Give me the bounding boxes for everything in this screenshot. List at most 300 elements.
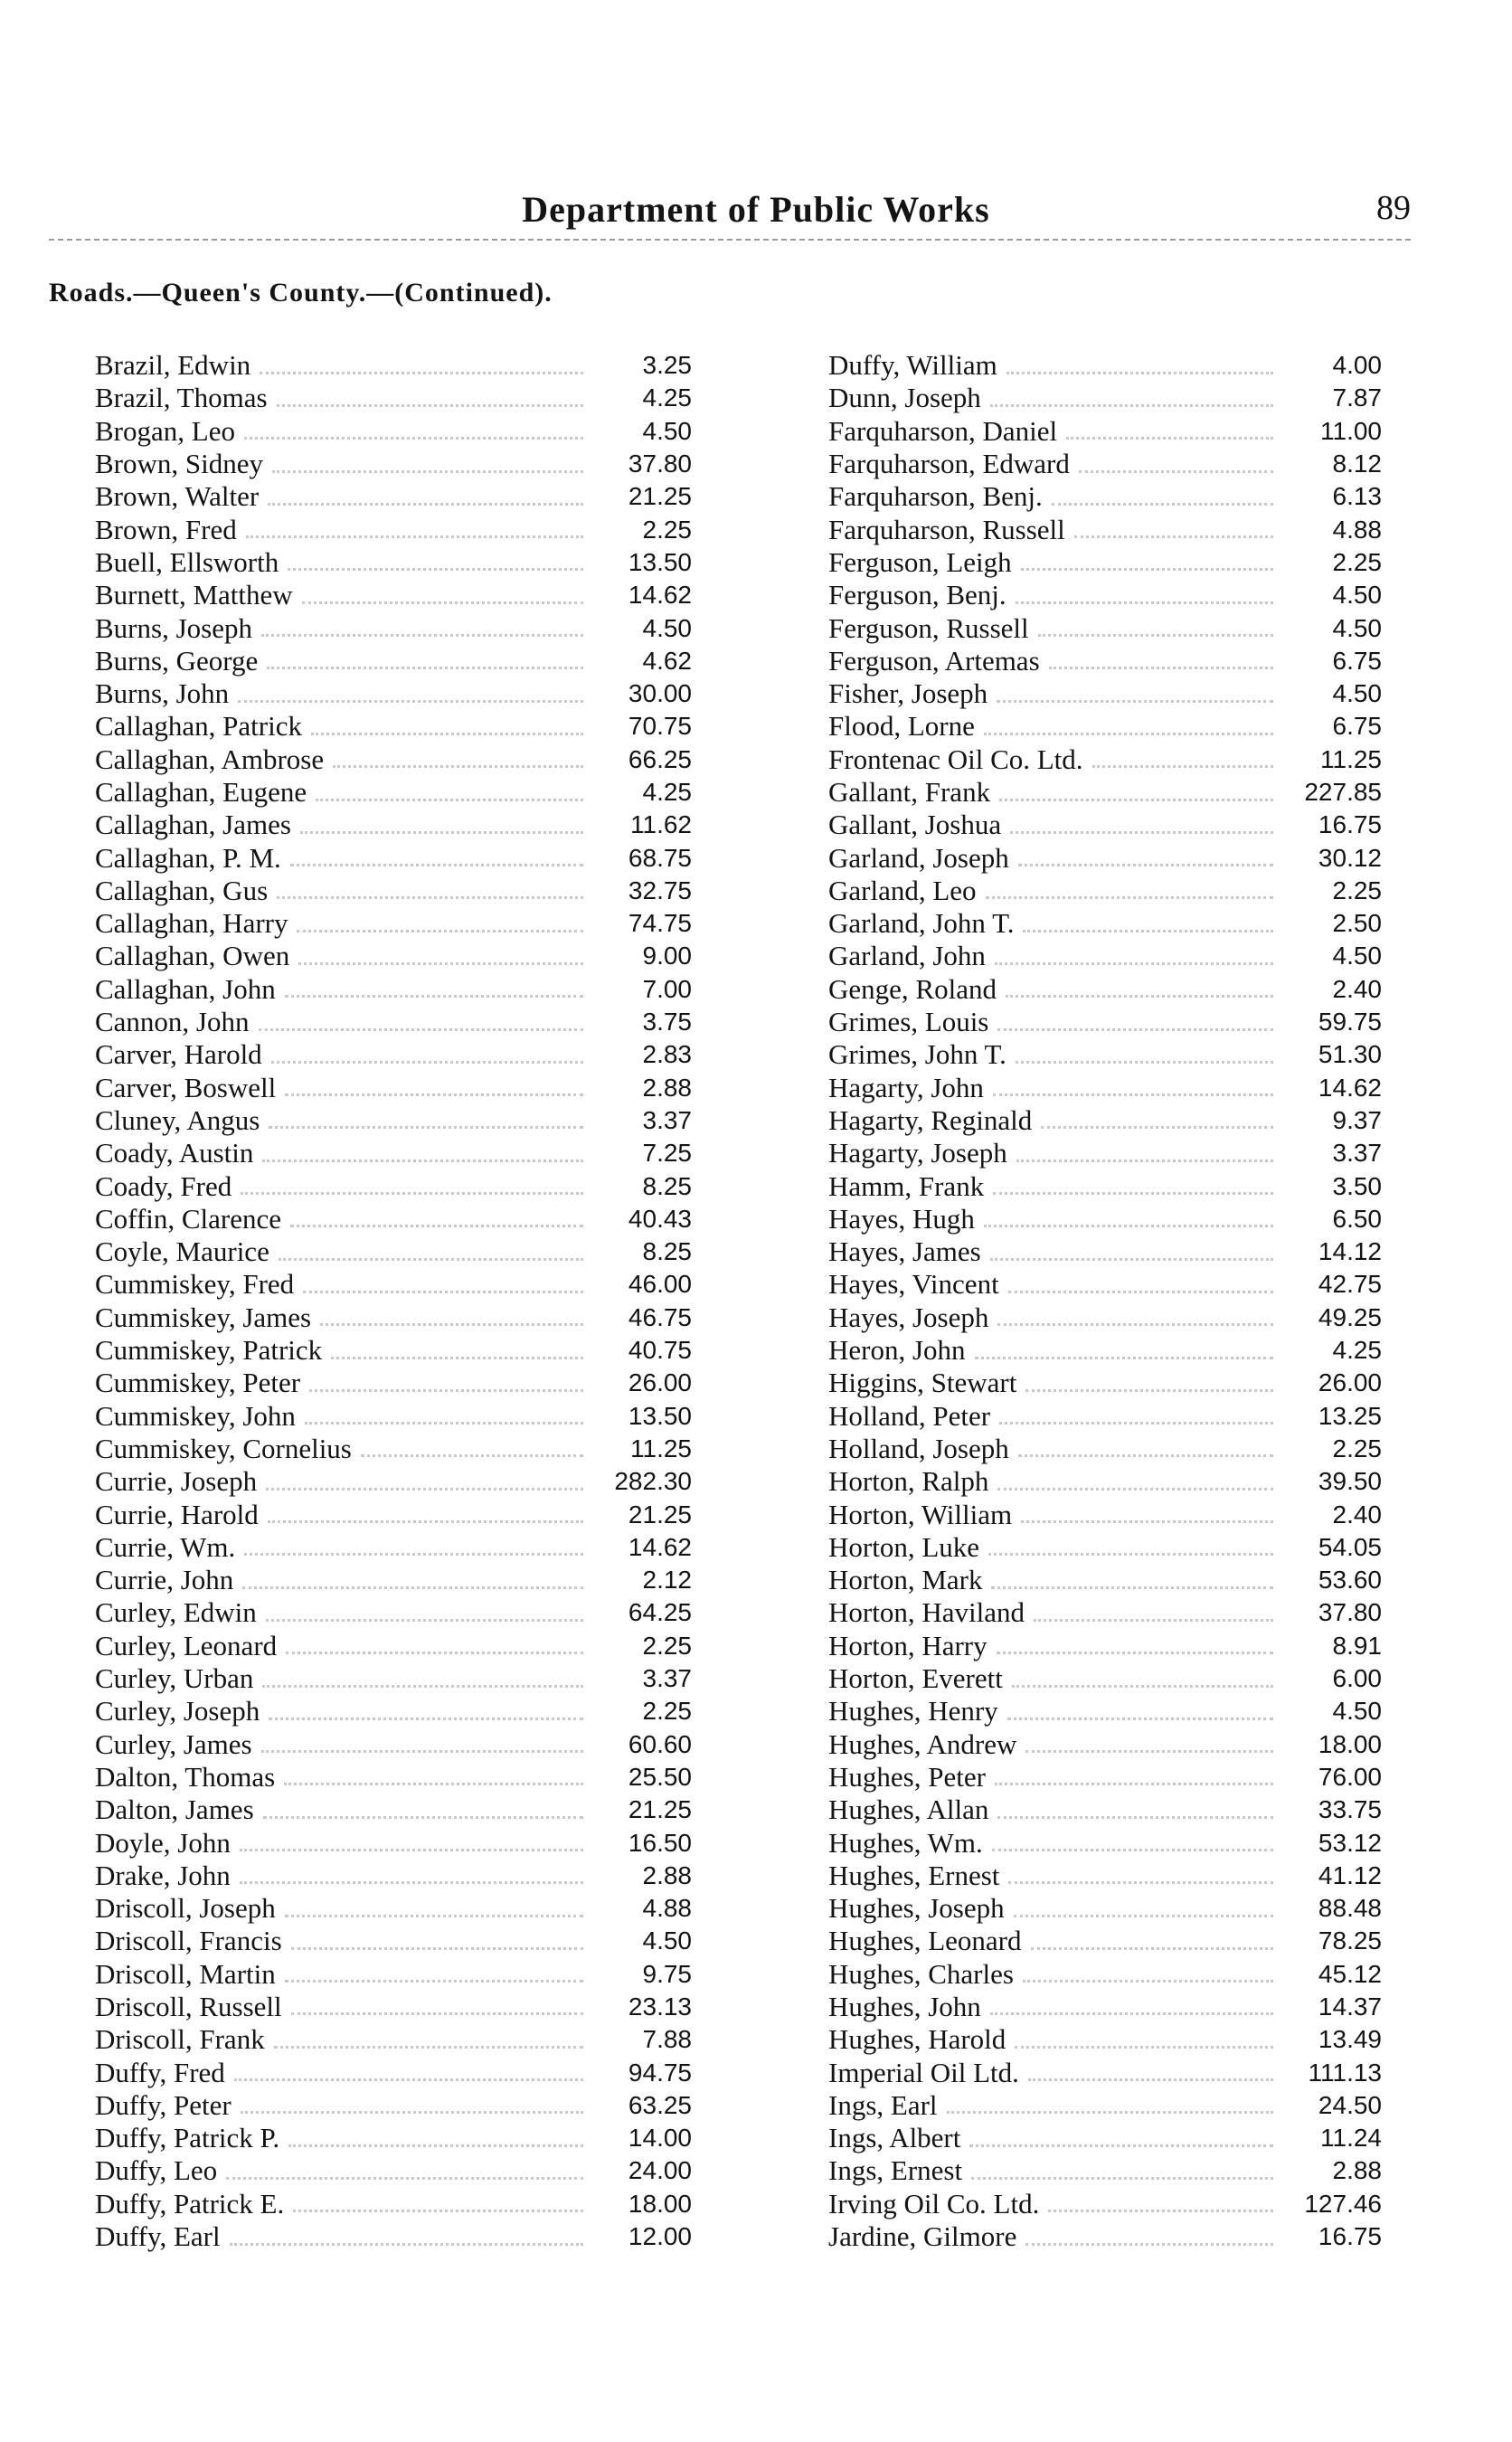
list-item <box>828 2154 1382 2187</box>
amount: 23.13 <box>628 1992 692 2021</box>
dot-leader <box>300 831 583 834</box>
amount: 66.25 <box>628 744 692 773</box>
payee-name: Callaghan, Harry <box>95 907 288 940</box>
dot-leader <box>279 1258 583 1261</box>
payee-name: Grimes, John T. <box>828 1038 1006 1071</box>
page-title: Department of Public Works <box>522 189 990 230</box>
amount: 45.12 <box>1318 1959 1382 1988</box>
list-item <box>828 1006 1382 1038</box>
payee-name: Hayes, Vincent <box>828 1268 999 1301</box>
list-item <box>828 382 1382 414</box>
payee-name: Curley, Leonard <box>95 1629 278 1661</box>
dot-leader <box>266 1488 583 1491</box>
amount: 11.00 <box>1320 416 1382 445</box>
payee-name: Cummiskey, John <box>95 1399 296 1432</box>
payee-name: Duffy, Fred <box>95 2056 225 2088</box>
list-item <box>95 1991 692 2023</box>
amount: 9.37 <box>1332 1105 1382 1134</box>
dot-leader <box>241 1192 583 1195</box>
payee-name: Curley, Urban <box>95 1662 254 1695</box>
dot-leader <box>1028 2078 1273 2081</box>
amount: 18.00 <box>1318 1729 1382 1758</box>
list-item <box>828 513 1382 545</box>
payee-name: Hagarty, Joseph <box>828 1137 1007 1169</box>
dot-leader <box>1021 568 1273 571</box>
list-item <box>95 546 692 579</box>
dot-leader <box>1025 1389 1273 1392</box>
dot-leader <box>285 995 583 998</box>
amount: 76.00 <box>1318 1762 1382 1791</box>
amount: 49.25 <box>1318 1302 1382 1331</box>
dot-leader <box>259 1028 584 1031</box>
amount: 13.49 <box>1318 2025 1382 2054</box>
payee-name: Brown, Walter <box>95 480 260 513</box>
list-item <box>828 448 1382 480</box>
dot-leader <box>1025 2243 1273 2246</box>
amount: 8.25 <box>642 1237 692 1266</box>
list-item <box>828 677 1382 710</box>
dot-leader <box>269 1126 583 1129</box>
list-item <box>828 1072 1382 1104</box>
list-item <box>828 1235 1382 1268</box>
list-item <box>828 415 1382 448</box>
list-item <box>95 809 692 841</box>
amount: 2.25 <box>642 1631 692 1660</box>
dot-leader <box>285 1915 583 1917</box>
payee-name: Farquharson, Edward <box>828 448 1070 480</box>
payee-name: Garland, Leo <box>828 874 977 906</box>
payee-name: Hughes, John <box>828 1990 981 2022</box>
payee-name: Duffy, Patrick E. <box>95 2187 285 2220</box>
dot-leader <box>242 1586 583 1589</box>
payee-name: Brazil, Edwin <box>95 349 251 382</box>
amount: 16.50 <box>628 1828 692 1857</box>
dot-leader <box>320 1323 583 1326</box>
amount: 68.75 <box>628 843 692 872</box>
dot-leader <box>1074 535 1273 538</box>
list-item <box>828 1268 1382 1301</box>
payee-name: Currie, Joseph <box>95 1465 258 1498</box>
amount: 40.75 <box>628 1336 692 1365</box>
list-item <box>95 480 692 513</box>
list-item <box>95 1695 692 1727</box>
payee-name: Callaghan, Ambrose <box>95 743 325 775</box>
amount: 30.12 <box>1318 843 1382 872</box>
payee-name: Jardine, Gilmore <box>828 2220 1017 2253</box>
list-item <box>95 1465 692 1498</box>
list-item <box>95 1235 692 1268</box>
list-item <box>95 2056 692 2088</box>
amount: 4.50 <box>1332 581 1382 610</box>
payee-name: Callaghan, Eugene <box>95 776 307 808</box>
list-item <box>828 875 1382 907</box>
payee-name: Curley, Edwin <box>95 1596 257 1629</box>
list-item <box>95 1892 692 1925</box>
payee-name: Callaghan, Owen <box>95 940 290 972</box>
dot-leader <box>993 1192 1273 1195</box>
amount: 4.25 <box>1332 1336 1382 1365</box>
dot-leader <box>1006 995 1273 998</box>
list-item <box>95 1104 692 1137</box>
amount: 6.00 <box>1332 1664 1382 1693</box>
amount: 37.80 <box>628 450 692 478</box>
payee-name: Dunn, Joseph <box>828 382 981 414</box>
list-item <box>95 1072 692 1104</box>
list-item <box>828 1662 1382 1695</box>
amount: 24.50 <box>1318 2090 1382 2119</box>
dot-leader <box>260 372 583 374</box>
dot-leader <box>1018 864 1273 866</box>
dot-leader <box>1014 1915 1273 1917</box>
list-item <box>828 480 1382 513</box>
list-item <box>828 1169 1382 1202</box>
amount: 13.50 <box>628 547 692 576</box>
amount: 3.37 <box>642 1664 692 1693</box>
dot-leader <box>975 1357 1273 1359</box>
amount: 60.60 <box>628 1729 692 1758</box>
dot-leader <box>316 799 583 801</box>
amount: 25.50 <box>628 1762 692 1791</box>
dot-leader <box>274 2046 583 2049</box>
payee-name: Horton, Haviland <box>828 1596 1025 1629</box>
dot-leader <box>1016 1061 1273 1064</box>
amount: 54.05 <box>1318 1532 1382 1561</box>
amount: 3.50 <box>1332 1171 1382 1200</box>
dot-leader <box>1023 930 1273 932</box>
payee-name: Curley, James <box>95 1727 252 1760</box>
payee-name: Cannon, John <box>95 1006 250 1038</box>
list-item <box>828 1104 1382 1137</box>
list-item <box>828 1564 1382 1596</box>
amount: 11.25 <box>1320 744 1382 773</box>
list-item <box>828 349 1382 382</box>
amount: 3.25 <box>642 351 692 380</box>
amount: 37.80 <box>1318 1598 1382 1627</box>
left-column <box>95 349 692 2253</box>
list-item <box>95 1727 692 1760</box>
amount: 74.75 <box>628 909 692 938</box>
amount: 2.50 <box>1332 909 1382 938</box>
payee-name: Hughes, Joseph <box>828 1892 1005 1925</box>
payee-name: Hughes, Wm. <box>828 1826 983 1859</box>
dot-leader <box>246 535 583 538</box>
payee-name: Irving Oil Co. Ltd. <box>828 2187 1040 2220</box>
dot-leader <box>1008 1881 1273 1884</box>
dot-leader <box>986 896 1273 899</box>
payee-name: Burnett, Matthew <box>95 579 293 611</box>
dot-leader <box>277 404 583 407</box>
dot-leader <box>272 470 583 473</box>
amount: 4.50 <box>642 416 692 445</box>
amount: 2.25 <box>642 515 692 544</box>
list-item <box>95 2154 692 2187</box>
amount: 4.62 <box>642 646 692 675</box>
payee-name: Duffy, Peter <box>95 2088 232 2121</box>
payee-name: Ings, Earl <box>828 2088 938 2121</box>
dot-leader <box>1048 2210 1273 2212</box>
amount: 46.00 <box>628 1270 692 1299</box>
dot-leader <box>288 2144 583 2147</box>
amount: 8.91 <box>1332 1631 1382 1660</box>
amount: 94.75 <box>628 2058 692 2087</box>
list-item <box>95 973 692 1006</box>
payee-name: Hayes, Joseph <box>828 1301 989 1333</box>
amount: 3.75 <box>642 1008 692 1036</box>
payee-name: Garland, John <box>828 940 986 972</box>
amount: 4.50 <box>1332 942 1382 970</box>
payee-name: Horton, Everett <box>828 1662 1003 1695</box>
amount: 8.25 <box>642 1171 692 1200</box>
dot-leader <box>1038 634 1273 637</box>
dot-leader <box>1021 1520 1273 1523</box>
amount: 32.75 <box>628 876 692 904</box>
amount: 46.75 <box>628 1302 692 1331</box>
list-item <box>828 1860 1382 1892</box>
dot-leader <box>305 1422 583 1424</box>
dot-leader <box>997 1652 1273 1654</box>
dot-leader <box>990 2012 1273 2015</box>
amount: 2.83 <box>642 1040 692 1069</box>
amount: 4.25 <box>642 383 692 412</box>
payee-name: Holland, Joseph <box>828 1432 1009 1464</box>
list-item <box>95 415 692 448</box>
payee-name: Currie, Harold <box>95 1498 259 1530</box>
amount: 40.43 <box>628 1204 692 1233</box>
amount: 13.25 <box>1318 1401 1382 1430</box>
dot-leader <box>303 1291 583 1293</box>
list-item <box>828 2089 1382 2122</box>
payee-name: Garland, John T. <box>828 907 1015 940</box>
payee-name: Curley, Joseph <box>95 1695 260 1727</box>
payee-name: Hamm, Frank <box>828 1169 985 1202</box>
section-heading: Roads.—Queen's County.—(Continued). <box>49 278 553 308</box>
payee-name: Horton, Ralph <box>828 1465 989 1498</box>
list-item <box>95 1564 692 1596</box>
list-item <box>828 1958 1382 1991</box>
amount: 63.25 <box>628 2090 692 2119</box>
dot-leader <box>993 1093 1273 1096</box>
list-item <box>828 809 1382 841</box>
payee-name: Horton, Mark <box>828 1564 983 1596</box>
list-item <box>95 2023 692 2056</box>
list-item <box>95 1038 692 1071</box>
amount: 227.85 <box>1304 778 1382 806</box>
payee-name: Currie, John <box>95 1564 234 1596</box>
list-item <box>828 2188 1382 2220</box>
amount: 282.30 <box>614 1467 692 1496</box>
payee-name: Dalton, James <box>95 1794 254 1826</box>
payee-name: Drake, John <box>95 1859 231 1891</box>
dot-leader <box>244 437 583 440</box>
dot-leader <box>309 1389 583 1392</box>
amount: 53.60 <box>1318 1566 1382 1595</box>
list-item <box>95 1596 692 1629</box>
dot-leader <box>995 962 1273 965</box>
list-item <box>95 1367 692 1399</box>
list-item <box>95 513 692 545</box>
amount: 14.00 <box>628 2124 692 2153</box>
payee-name: Cummiskey, Cornelius <box>95 1432 352 1464</box>
amount: 2.88 <box>642 1860 692 1889</box>
payee-name: Ferguson, Leigh <box>828 545 1012 578</box>
payee-name: Callaghan, Patrick <box>95 710 302 743</box>
list-item <box>95 2122 692 2154</box>
list-item <box>828 546 1382 579</box>
payee-name: Gallant, Joshua <box>828 809 1002 841</box>
dot-leader <box>244 1553 583 1556</box>
amount: 4.50 <box>1332 679 1382 708</box>
dot-leader <box>291 1947 583 1950</box>
dot-leader <box>1006 372 1273 374</box>
list-item <box>828 1794 1382 1826</box>
dot-leader <box>269 1718 583 1720</box>
list-item <box>95 1630 692 1662</box>
amount: 14.62 <box>1318 1073 1382 1102</box>
payee-name: Ferguson, Artemas <box>828 644 1040 677</box>
payee-name: Ings, Ernest <box>828 2154 963 2187</box>
payee-name: Cummiskey, Peter <box>95 1367 301 1399</box>
dot-leader <box>1015 2046 1273 2049</box>
list-item <box>95 1400 692 1433</box>
amount: 2.88 <box>1332 2156 1382 2185</box>
payee-name: Doyle, John <box>95 1826 231 1859</box>
payee-name: Farquharson, Daniel <box>828 414 1058 447</box>
list-item <box>95 611 692 644</box>
payee-name: Horton, William <box>828 1498 1013 1530</box>
list-item <box>95 1794 692 1826</box>
list-item <box>828 1892 1382 1925</box>
amount: 4.50 <box>642 613 692 642</box>
amount: 70.75 <box>628 712 692 741</box>
payee-name: Frontenac Oil Co. Ltd. <box>828 743 1083 775</box>
amount: 78.25 <box>1318 1926 1382 1955</box>
payee-name: Ferguson, Benj. <box>828 579 1006 611</box>
amount: 14.62 <box>628 581 692 610</box>
dot-leader <box>999 1422 1273 1424</box>
amount: 21.25 <box>628 1795 692 1824</box>
payee-name: Genge, Roland <box>828 972 997 1005</box>
amount: 24.00 <box>628 2156 692 2185</box>
dot-leader <box>263 1816 583 1819</box>
payee-name: Hughes, Harold <box>828 2023 1006 2056</box>
amount: 26.00 <box>628 1368 692 1397</box>
dot-leader <box>1025 1750 1273 1753</box>
list-item <box>828 1334 1382 1367</box>
amount: 14.37 <box>1318 1992 1382 2021</box>
payee-name: Heron, John <box>828 1334 966 1367</box>
dot-leader <box>995 1783 1273 1785</box>
list-item <box>95 2220 692 2253</box>
payee-name: Coady, Fred <box>95 1169 232 1202</box>
payee-name: Cummiskey, James <box>95 1301 312 1333</box>
payee-name: Farquharson, Benj. <box>828 480 1043 513</box>
payee-name: Hughes, Andrew <box>828 1727 1017 1760</box>
payee-name: Hughes, Leonard <box>828 1925 1022 1957</box>
dot-leader <box>1052 503 1273 506</box>
dot-leader <box>969 2144 1273 2147</box>
payee-name: Hughes, Peter <box>828 1760 986 1793</box>
list-item <box>95 382 692 414</box>
dot-leader <box>1012 1685 1273 1688</box>
list-item <box>95 1958 692 1991</box>
payee-name: Driscoll, Russell <box>95 1990 282 2022</box>
dot-leader <box>333 765 583 768</box>
dot-leader <box>1079 470 1273 473</box>
right-column <box>828 349 1382 2253</box>
dot-leader <box>268 1520 583 1523</box>
dot-leader <box>1034 1619 1273 1622</box>
payee-name: Gallant, Frank <box>828 776 991 808</box>
payee-name: Duffy, Earl <box>95 2220 221 2253</box>
dot-leader <box>1016 601 1273 604</box>
payee-name: Driscoll, Martin <box>95 1957 276 1990</box>
amount: 6.13 <box>1332 482 1382 511</box>
list-item <box>828 1203 1382 1235</box>
amount: 18.00 <box>628 2189 692 2218</box>
amount: 41.12 <box>1318 1860 1382 1889</box>
payee-name: Hayes, Hugh <box>828 1202 975 1235</box>
list-item <box>828 973 1382 1006</box>
amount: 14.12 <box>1318 1237 1382 1266</box>
payee-name: Hughes, Ernest <box>828 1859 1000 1891</box>
amount: 53.12 <box>1318 1828 1382 1857</box>
payee-name: Garland, Joseph <box>828 841 1009 874</box>
amount: 2.88 <box>642 1073 692 1102</box>
list-item <box>828 1433 1382 1465</box>
payee-name: Imperial Oil Ltd. <box>828 2056 1019 2088</box>
dot-leader <box>1041 1126 1273 1129</box>
amount: 4.00 <box>1332 351 1382 380</box>
list-item <box>828 2220 1382 2253</box>
payee-name: Ings, Albert <box>828 2122 961 2154</box>
list-item <box>95 907 692 940</box>
dot-leader <box>271 1061 583 1064</box>
dot-leader <box>1092 765 1273 768</box>
payee-name: Hughes, Allan <box>828 1794 989 1826</box>
list-item <box>95 1761 692 1794</box>
dot-leader <box>241 2111 583 2114</box>
dot-leader <box>230 2243 583 2246</box>
list-item <box>95 841 692 874</box>
list-item <box>828 1925 1382 1957</box>
list-item <box>828 1498 1382 1530</box>
dot-leader <box>991 1586 1273 1589</box>
payee-name: Duffy, William <box>828 349 997 382</box>
list-item <box>95 2188 692 2220</box>
list-item <box>95 1137 692 1169</box>
list-item <box>828 940 1382 972</box>
payee-name: Cummiskey, Patrick <box>95 1334 323 1367</box>
amount: 7.88 <box>642 2025 692 2054</box>
payee-name: Burns, John <box>95 677 230 710</box>
dot-leader <box>1016 1159 1273 1162</box>
list-item <box>95 940 692 972</box>
list-item <box>828 776 1382 809</box>
amount: 59.75 <box>1318 1008 1382 1036</box>
list-item <box>95 579 692 611</box>
list-item <box>95 1334 692 1367</box>
list-item <box>828 907 1382 940</box>
amount: 4.88 <box>1332 515 1382 544</box>
list-item <box>95 1301 692 1334</box>
page-number: 89 <box>1376 189 1411 227</box>
amount: 4.88 <box>642 1894 692 1923</box>
amount: 6.75 <box>1332 646 1382 675</box>
amount: 2.12 <box>642 1566 692 1595</box>
dot-leader <box>1007 1718 1273 1720</box>
list-item <box>828 1038 1382 1071</box>
amount: 4.50 <box>1332 613 1382 642</box>
